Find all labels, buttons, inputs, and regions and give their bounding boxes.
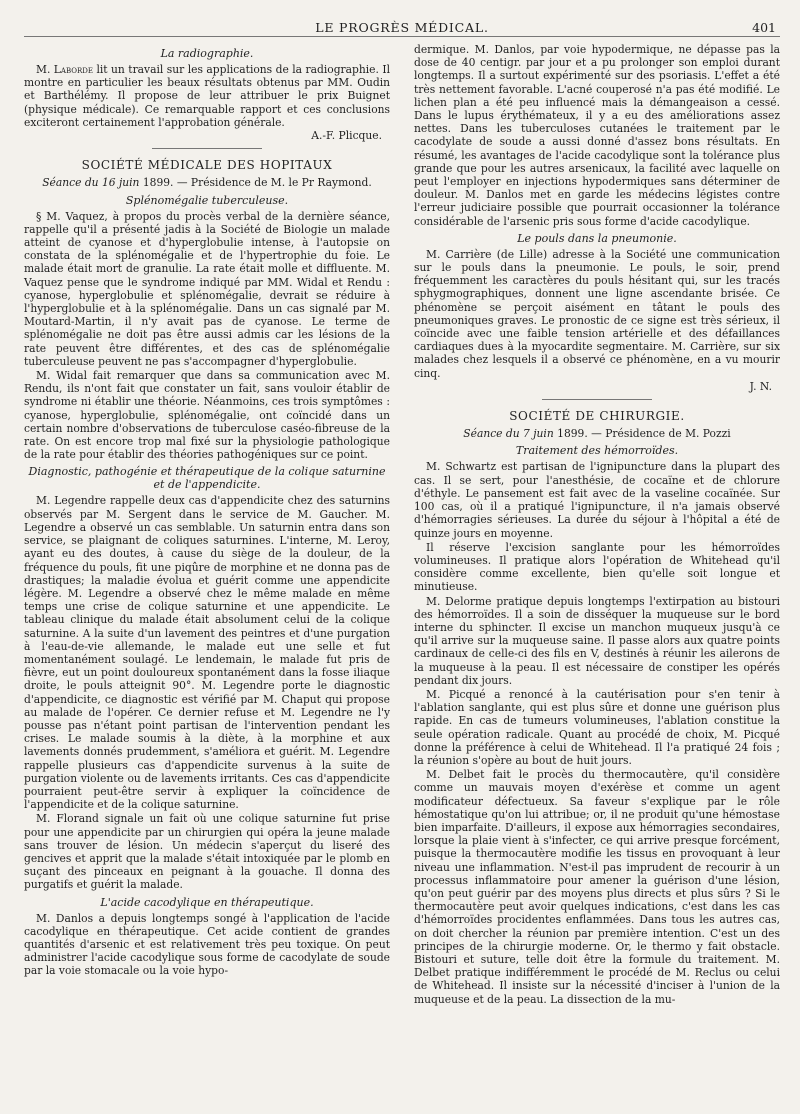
society-title: SOCIÉTÉ MÉDICALE DES HOPITAUX (81, 158, 333, 173)
left-column (24, 43, 390, 1006)
paragraph: M. Picqué a renoncé à la cautérisation pour s'en tenir à l'ablation sanglante, qui est plus sûre et donne une guérison plus rapide. En cas de tumeurs volumineuses, l'ablation constitue la seule opération radicale. Quant au procédé de choix, M. Picqué donne la préférence à celui de Whitehead. Il l'a pratiqué 24 fois ; la réunion s'opère au bout de huit jours. (414, 687, 780, 767)
paragraph: M. Schwartz est partisan de l'ignipuncture dans la plupart des cas. Il se sert, pour l'anesthésie, de cocaïne et de chlorure d'éthyle. Le pansement est fait avec de la vaseline cocaïnée. Sur 100 cas, où il a pratiqué l'ignipuncture, il n'a jamais observé d'hémorragies sérieuses. La durée du séjour à l'hôpital a été de quinze jours en moyenne. (414, 460, 780, 540)
paragraph: M. Legendre rappelle deux cas d'appendicite chez des saturnins observés par M. Sergent dans le service de M. Gaucher. M. Legendre a observé un cas semblable. Un saturnin entra dans son service, se plaignant de coliques saturnines. L'interne, M. Leroy, ayant eu des doutes, à cause du siège de la douleur, de la fréquence du pouls, fit une piqûre de morphine et ne donna pas de drastiques; la maladie évolua et guérit comme une appendicite légère. M. Legendre a observé chez le même malade en même temps une crise de colique saturnine et une appendicite. Le tableau clinique du malade était absolument celui de la colique saturnine. A la suite d'un lavement des peintres et d'une purgation à l'eau-de-vie allemande, le malade eut une selle et fut momentanément soulagé. Le lendemain, le malade fut pris de fièvre, eut un point douloureux spontanément dans la fosse iliaque droite, le pouls atteignit 90°. M. Legendre porte le diagnostic d'appendicite, ce diagnostic est vérifié par M. Chaput qui propose au malade de l'opérer. Ce dernier refuse et M. Legendre ne l'y pousse pas n'étant point partisan de l'intervention pendant les crises. Le malade soumis à la diète, à la morphine et aux lavements donnés prudemment, s'améliora et guérit. M. Legendre rappelle plusieurs cas d'appendicite survenus à la suite de purgation violente ou de lavements irritants. Ces cas d'appendicite pourraient peut-être servir à expliquer la coïncidence de l'appendicite et de la colique saturnine. (24, 494, 390, 812)
topic-heading: Splénomégalie tuberculeuse. (125, 193, 289, 207)
paragraph-laborde (24, 63, 390, 129)
paragraph: M. Widal fait remarquer que dans sa communication avec M. Rendu, ils n'ont fait que constater un fait, sans vouloir établir de syndrome ni établir une théorie. Néanmoins, ces trois symptômes : cyanose, hyperglobulie, splénomégalie, ont coïncidé dans un certain nombre d'observations de tuberculose caséo-fibreuse de la rate. On est encore trop mal fixé sur la physiologie pathologique de la rate pour établir des théories pathogéniques sur ce point. (24, 369, 390, 462)
paragraph: M. Delorme pratique depuis longtemps l'extirpation au bistouri des hémorroïdes. Il a soin de disséquer la muqueuse sur le bord interne du sphincter. Il excise un manchon muqueux jusqu'à ce qu'il arrive sur la muqueuse saine. Il passe alors aux quatre points cardinaux de celle-ci des fils en V, destinés à réunir les ailerons de la muqueuse à la peau. Il est nécessaire de constiper les opérés pendant dix jours. (414, 594, 780, 687)
topic-heading: Traitement des hémorroïdes. (515, 444, 679, 458)
paragraph: § M. Vaquez, à propos du procès verbal de la dernière séance, rappelle qu'il a présenté jadis à la Société de Biologie un malade atteint de cyanose et d'hyperglobulie intense, à l'autopsie on constata de la splénomégalie et de l'hypertrophie du foie. Le malade était mort de granulie. La rate était molle et diffluente. M. Vaquez pense que le syndrome indiqué par MM. Widal et Rendu : cyanose, hyperglobulie et splénomégalie, devrait se réduire à l'hyperglobulie et à la splénomégalie. Dans un cas signalé par M. Moutard-Martin, il n'y avait pas de cyanose. Le terme de splénomégalie ne doit pas être aussi admis car les lésions de la rate peuvent être différentes, et des cas de splénomégalie tuberculeuse peuvent ne pas s'accompagner d'hyperglobulie. (24, 209, 390, 368)
topic-heading: Diagnostic, pathogénie et thérapeutique de la colique saturnine et de l'appendicite. (28, 465, 386, 492)
speaker-name: M. Laborde (36, 63, 93, 76)
session-line (24, 176, 390, 189)
section-heading-radiography: La radiographie. (160, 47, 254, 60)
paragraph: M. Delbet fait le procès du thermocautère, qu'il considère comme un mauvais moyen d'exérèse et comme un agent modificateur défectueux. Sa faveur s'explique par le rôle hémostatique qu'on lui attribue; or, il ne produit qu'une hémostase bien imparfaite. D'ailleurs, il expose aux hémorragies secondaires, lorsque la plaie vient à s'infecter, ce qui arrive presque forcément, puisque la thermocautère modifie les tissus en provoquant à leur niveau une inflammation. N'est-il pas imprudent de recourir à un processus inflammatoire pour amener la guérison d'une lésion, qu'on peut guérir par des moyens plus directs et plus sûrs ? Si le thermocautère peut avoir quelques indications, c'est dans les cas d'hémorroïdes procidentes enflammées. Dans tous les autres cas, on doit chercher la réunion par première intention. C'est un des principes de la chirurgie moderne. Or, le thermo y fait obstacle. Bistouri et suture, telle doit être la formule du traitement. M. Delbet pratique indifféremment le procédé de M. Reclus ou celui de Whitehead. Il insiste sur la nécessité d'inciser à l'union de la muqueuse et de la peau. La dissection de la mu- (414, 768, 780, 1006)
session-rest: 1899. — Présidence de M. le Pr Raymond. (142, 176, 372, 190)
section-divider (152, 148, 262, 149)
session-line (414, 427, 780, 440)
paragraph-text: lit un travail sur les applications de la radiographie. Il montre en particulier les beaux résultats obtenus par MM. Oudin et Barthélémy. Il propose de leur attribuer le prix Buignet (physique médicale). Ce remarquable rapport et ces conclusions exciteront certainement l'approbation générale. (24, 63, 390, 129)
session-date: Séance du 7 juin (463, 427, 554, 441)
signature: J. N. (749, 379, 772, 393)
topic-heading: Le pouls dans la pneumonie. (517, 231, 677, 245)
paragraph: M. Florand signale un fait où une colique saturnine fut prise pour une appendicite par un chirurgien qui opéra la jeune malade sans trouver de lésion. Un médecin s'aperçut du liseré des gencives et apprit que la malade s'était intoxiquée par le plomb en suçant des pinceaux en peignant à la gouache. Il donna des purgatifs et guérit la malade. (24, 812, 390, 892)
paragraph: M. Danlos a depuis longtemps songé à l'application de l'acide cacodylique en thérapeutique. Cet acide contient de grandes quantités d'arsenic et est relativement très peu toxique. On peut administrer l'acide cacodylique sous forme de cacodylate de soude par la voie stomacale ou la voie hypo- (24, 911, 390, 978)
session-rest: 1899. — Présidence de M. Pozzi (557, 427, 731, 441)
signature: A.-F. Plicque. (311, 129, 382, 143)
session-date: Séance du 16 juin (42, 176, 140, 190)
right-column (414, 43, 780, 1006)
paragraph: Il réserve l'excision sanglante pour les hémorroïdes volumineuses. Il pratique alors l'opération de Whitehead qu'il considère comme excellente, bien qu'elle soit longue et minutieuse. (414, 540, 780, 594)
running-header (24, 0, 780, 37)
journal-title: LE PROGRÈS MÉDICAL. (315, 20, 489, 35)
page-number: 401 (752, 20, 776, 35)
section-divider (542, 399, 652, 400)
paragraph-continued: dermique. M. Danlos, par voie hypodermique, ne dépasse pas la dose de 40 centigr. par jour et a pu prolonger son emploi durant longtemps. Il a surtout expérimenté sur des psoriasis. L'effet a été très nettement favorable. L'acné couperosé n'a pas été modifié. Le lichen plan a été peu influencé mais la démangeaison a cessé. Dans le lupus érythémateux, il y a eu des améliorations assez nettes. Dans les tuberculoses cutanées le traitement par le cacodylate de soude a aussi donné d'assez bons résultats. En résumé, les avantages de l'acide cacodylique sont la tolérance plus grande que pour les autres arsenicaux, la facilité avec laquelle on peut l'employer en injections hypodermiques sans déterminer de douleur. M. Danlos met en garde les médecins légistes contre l'erreur judiciaire possible que pourrait occasionner la tolérance considérable de l'arsenic pris sous forme d'acide cacodylique. (414, 43, 780, 228)
society-title: SOCIÉTÉ DE CHIRURGIE. (509, 409, 685, 424)
topic-heading: L'acide cacodylique en thérapeutique. (100, 895, 314, 909)
paragraph: M. Carrière (de Lille) adresse à la Société une communication sur le pouls dans la pneumonie. Le pouls, le soir, prend fréquemment les caractères du pouls hésitant qui, sur les tracés sphygmographiques, donnent une ligne ascendante brisée. Ce phénomène se perçoit aisément en tâtant le pouls des pneumoniques graves. Le pronostic de ce signe est très sérieux, il coïncide avec une faible tension artérielle et des défaillances cardiaques dues à la myocardite segmentaire. M. Carrière, sur six malades chez lesquels il a observé ce phénomène, en a vu mourir cinq. (414, 247, 780, 380)
